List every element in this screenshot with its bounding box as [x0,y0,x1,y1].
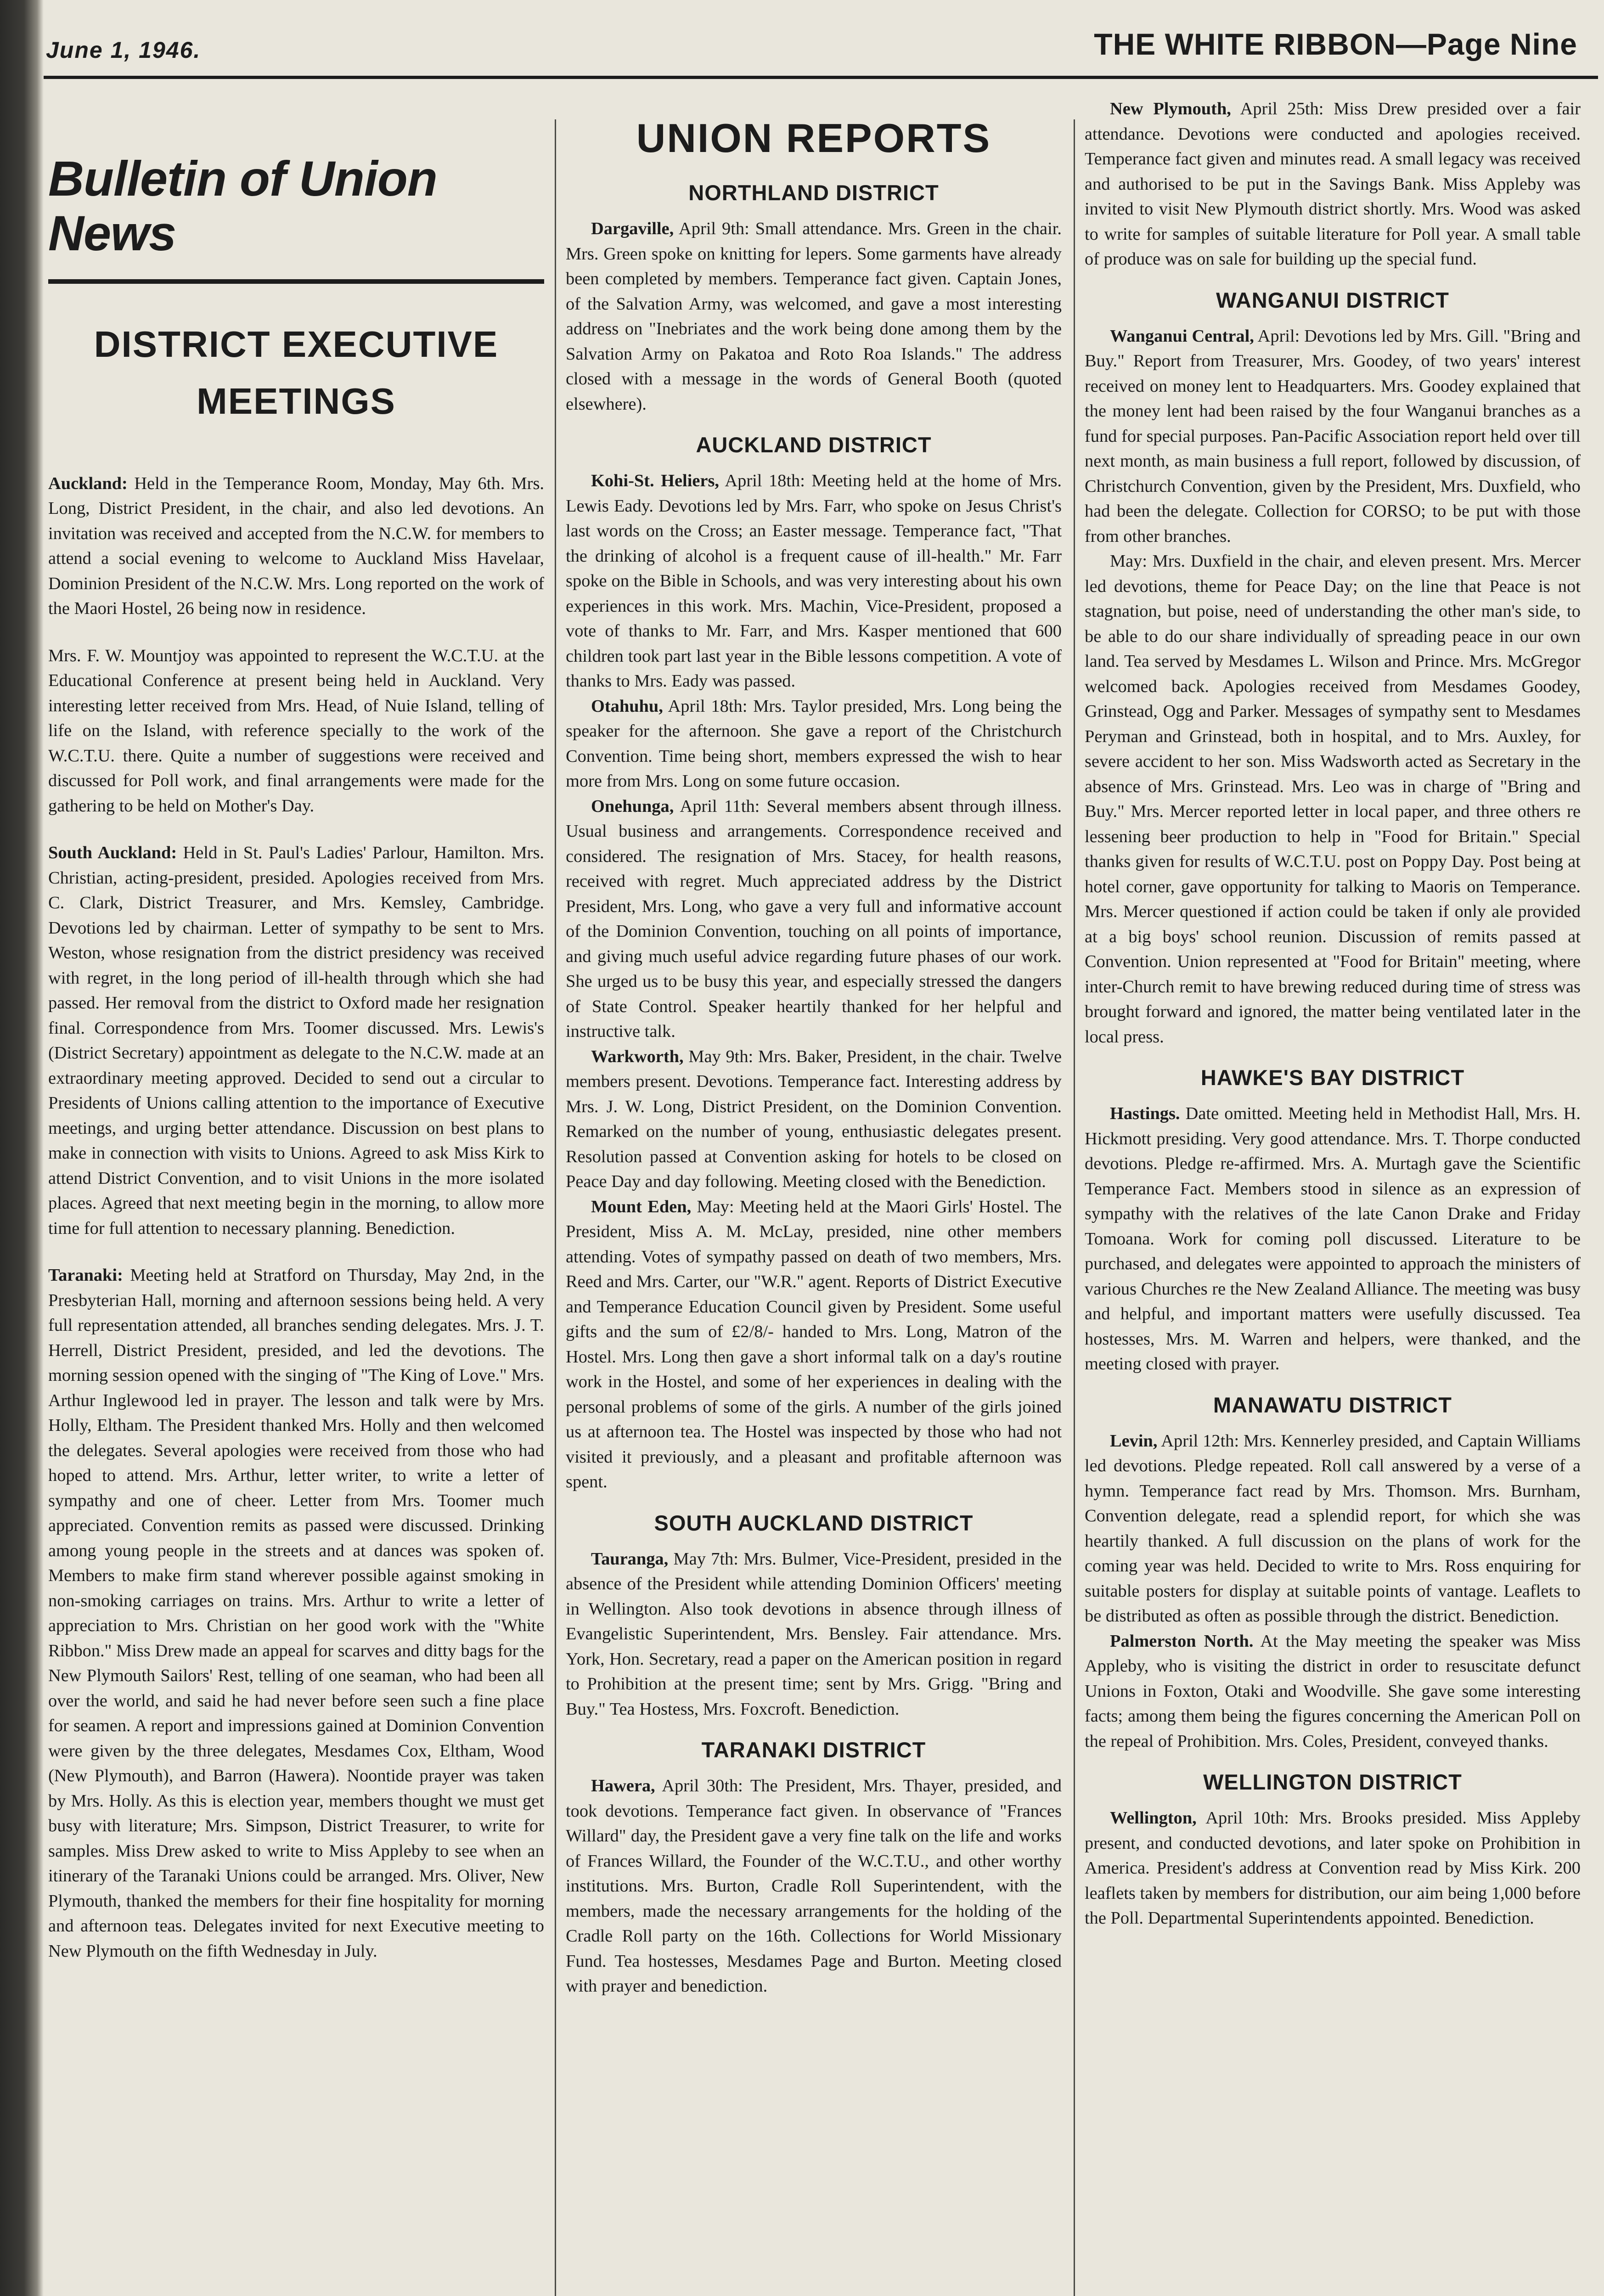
report-paragraph [48,840,544,1241]
district-heading-south-auckland: SOUTH AUCKLAND DISTRICT [654,1510,974,1535]
report-text: April 18th: Meeting held at the home of Mrs. Lewis Eady. Devotions led by Mrs. Farr, who spoke on Jesus Christ's last words on the Cross; an Easter message. Temperance fact, "That the drinking of alcohol is a frequent cause of ill-health." Mr. Farr spoke on the Bible in Schools, and was very interesting about his own experiences in this work. Mrs. Machin, Vice-President, proposed a vote of thanks to Mr. Farr, and Mrs. Kasper mentioned that 600 children took part last year in the Bible lessons competition. A vote of thanks to Mrs. Eady was passed. [566,471,1062,691]
report-paragraph [566,1547,1062,1722]
report-text: April 18th: Mrs. Taylor presided, Mrs. Long being the speaker for the afternoon. She gave a report of the Christchurch Convention. Time being short, members expressed the wish to hear more from Mrs. Long on some future occasion. [566,696,1062,791]
report-location: South Auckland: [48,843,177,863]
district-heading-auckland: AUCKLAND DISTRICT [696,433,932,457]
report-text: April 30th: The President, Mrs. Thayer, presided, and took devotions. Temperance fact given. In observance of "Frances Willard" day, the President gave a very fine talk on the life and works of Frances Willard, the Founder of the W.C.T.U., and other worthy institutions. Mrs. Burton, Cradle Roll Superintendent, with the members, made the necessary arrangements for the holding of the Cradle Roll party on the 16th. Collections for World Missionary Fund. Tea hostesses, Mesdames Page and Burton. Meeting closed with prayer and benediction. [566,1776,1062,1996]
report-location: Wanganui Central, [1110,326,1254,346]
column-bulletin [48,96,544,2296]
bulletin-title: Bulletin of Union News [48,151,437,261]
report-text: May 9th: Mrs. Baker, President, in the chair. Twelve members present. Devotions. Temperance fact. Interesting address by Mrs. J. W. Long, District President, on the Dominion Convention. Remarked on the number of young, enthusiastic delegates present. Resolution passed at Convention asking for hotels to be closed on Peace Day and day following. Meeting closed with the Benediction. [566,1047,1062,1191]
report-text: April 11th: Several members absent through illness. Usual business and arrangements. Correspondence received and considered. The resignation of Mrs. Stacey, for health reasons, received with regret. Much appreciated address by the District President, Mrs. Long, who gave a very full and informative account of the Dominion Convention, touching on all points of importance, and giving much useful advice regarding future phases of our work. She urged us to be busy this year, and especially stressed the dangers of State Control. Speaker heartily thanked for her helpful and instructive talk. [566,796,1062,1041]
issue-date: June 1, 1946. [46,37,201,63]
report-paragraph [1085,1806,1581,1931]
report-text: April 25th: Miss Drew presided over a fair attendance. Devotions were conducted and apologies received. Temperance fact given and minutes read. A small legacy was received and authorised to be put in the Savings Bank. Miss Appleby was invited to visit New Plymouth district shortly. Mrs. Wood was asked to write for samples of suitable literature for Poll year. A small table of produce was on sale for building up the special fund. [1085,99,1581,269]
report-text: April 10th: Mrs. Brooks presided. Miss Appleby present, and conducted devotions, and later spoke on Prohibition in America. President's address at Convention read by Miss Kirk. 200 leaflets taken by members for distribution, our aim being 1,000 before the Poll. Departmental Superintendents appointed. Benediction. [1085,1808,1581,1928]
report-paragraph [566,694,1062,794]
report-paragraph [566,794,1062,1044]
report-location: Levin, [1110,1431,1158,1451]
report-paragraph [48,1263,544,1964]
report-text: Held in the Temperance Room, Monday, May 6th. Mrs. Long, District President, in the chair, and also led devotions. An invitation was received and accepted from the N.C.W. for members to attend a social evening to welcome to Auckland Miss Havelaar, Dominion President of the N.C.W. Mrs. Long reported on the work of the Maori Hostel, 26 being now in residence. [48,473,544,619]
report-paragraph [566,1773,1062,1999]
report-text: May: Mrs. Duxfield in the chair, and eleven present. Mrs. Mercer led devotions, theme for Peace Day; on the line that Peace is not stagnation, but poise, need of understanding the other man's side, to be able to do our share individually of spreading peace in our own land. Tea served by Mesdames L. Wilson and Prince. Mrs. McGregor welcomed back. Apologies received from Mesdames Goodey, Grinstead, Ogg and Parker. Messages of sympathy sent to Mesdames Peryman and Grinstead, both in hospital, and to Mrs. Auxley, for severe accident to her son. Miss Wadsworth acted as Secretary in the absence of Mrs. Grinstead. Mrs. Leo was in charge of "Bring and Buy." Mrs. Mercer reported letter in local paper, and three others re lessening beer production to help in "Food for Britain." Special thanks given for results of W.C.T.U. post on Poppy Day. Post being at hotel corner, gave opportunity for talking to Maoris on Temperance. Mrs. Mercer questioned if action could be taken if only ale provided at a big boys' school reunion. Discussion of remits passed at Convention. Union represented at "Food for Britain" meeting, where inter-Church remit to have brewing reduced during time of stress was brought forward and ignored, the matter being ventilated later in the local press. [1085,551,1581,1047]
report-paragraph [48,643,544,819]
report-text: April 12th: Mrs. Kennerley presided, and Captain Williams led devotions. Pledge repeated. Roll call answered by a verse of a hymn. Temperance fact read by Mrs. Thomson. Mrs. Burnham, Convention delegate, read a splendid report, for which she was heartily thanked. A full discussion on the plans of work for the coming year was held. Decided to write to Mrs. Ross enquiring for suitable posters for display at suitable points of vantage. Leaflets to be distributed as often as possible through the district. Benediction. [1085,1431,1581,1626]
page-binding-edge [0,0,44,2296]
report-location: Wellington, [1110,1808,1197,1828]
report-paragraph [1085,549,1581,1049]
report-location: Kohi-St. Heliers, [591,471,719,490]
header-rule [44,76,1598,79]
report-paragraph [1085,1101,1581,1377]
district-heading-wellington: WELLINGTON DISTRICT [1203,1770,1462,1794]
column-divider [555,119,556,2296]
report-paragraph [48,471,544,621]
report-location: New Plymouth, [1110,99,1231,118]
report-text: Date omitted. Meeting held in Methodist Hall, Mrs. H. Hickmott presiding. Very good attendance. Mrs. T. Thorpe conducted devotions. Pledge re-affirmed. Mrs. A. Murtagh gave the Scientific Temperance Fact. Members stood in silence as an expression of sympathy with the relatives of the late Canon Drake and Friday Tomoana. Work for coming poll discussed. Literature to be purchased, and delegates were appointed to approach the ministers of various Churches re the New Zealand Alliance. The meeting was busy and helpful, and important matters were usefully discussed. Tea hostesses, Mrs. M. Warren and helpers, were thanked, and the meeting closed with prayer. [1085,1104,1581,1373]
report-paragraph [1085,1629,1581,1754]
district-executive-heading: DISTRICT EXECUTIVE MEETINGS [94,323,499,422]
title-rule [48,279,544,284]
report-paragraph [566,1044,1062,1194]
district-heading-taranaki: TARANAKI DISTRICT [701,1738,926,1762]
report-text: At the May meeting the speaker was Miss Appleby, who is visiting the district in order to resuscitate defunct Unions in Foxton, Otaki and Woodville. She gave some interesting facts; among them being the figures concerning the American Poll on the repeal of Prohibition. Mrs. Coles, President, conveyed thanks. [1085,1631,1581,1751]
report-text: Meeting held at Stratford on Thursday, May 2nd, in the Presbyterian Hall, morning and afternoon sessions being held. A very full representation attended, all branches sending delegates. Mrs. J. T. Herrell, District President, presided, and led the devotions. The morning session opened with the singing of "The King of Love." Mrs. Arthur Inglewood led in prayer. The lesson and talk were by Mrs. Holly, Eltham. The President thanked Mrs. Holly and then welcomed the delegates. Several apologies were received from those who had hoped to attend. Mrs. Arthur, letter writer, to write a letter of sympathy and one of cheer. Letter from Mrs. Toomer much appreciated. Convention remits as passed were discussed. Drinking among young people in the streets and at dances was spoken of. Members to make firm stand wherever possible against smoking in non-smoking carriages on trains. Mrs. Arthur to write a letter of appreciation to Mrs. Christian on her good work with the "White Ribbon." Miss Drew made an appeal for scarves and ditty bags for the New Plymouth Sailors' Rest, telling of one seaman, who had been all over the world, and said he had never before seen such a fine place for seamen. A report and impressions gained at Dominion Convention were given by the three delegates, Mesdames Cox, Eltham, Wood (New Plymouth), and Barron (Hawera). Noontide prayer was taken by Mrs. Holly. As this is election year, members thought we must get busy with literature; Mrs. Simpson, District Treasurer, to write for samples. Miss Drew asked to write to Miss Appleby to see when an itinerary of the Taranaki Unions could be arranged. Mrs. Oliver, New Plymouth, thanked the members for their fine hospitality for morning and afternoon teas. Delegates invited for next Executive meeting to New Plymouth on the fifth Wednesday in July. [48,1266,544,1961]
report-text: Held in St. Paul's Ladies' Parlour, Hamilton. Mrs. Christian, acting-president, presided. Apologies received from Mrs. C. Clark, District Treasurer, and Mrs. Kemsley, Cambridge. Devotions led by chairman. Letter of sympathy to be sent to Mrs. Weston, whose resignation from the district presidency was received with regret, in the long period of ill-health through which she had passed. Her removal from the district to Oxford made her resignation final. Correspondence from Mrs. Toomer discussed. Mrs. Lewis's (District Secretary) appointment as delegate to the N.C.W. made at an extraordinary meeting approved. Decided to send out a circular to Presidents of Unions calling attention to the importance of Executive meetings, and urging better attendance. Discussion on best plans to make in connection with visits to Unions. Agreed to ask Miss Kirk to attend District Convention, and to visit Unions in the more isolated places. Agreed that next meeting begin in the morning, to allow more time for full attention to necessary planning. Benediction. [48,843,544,1238]
district-heading-wanganui: WANGANUI DISTRICT [1216,287,1449,312]
report-paragraph [566,1194,1062,1495]
district-heading-hawkes-bay: HAWKE'S BAY DISTRICT [1200,1065,1465,1090]
masthead: THE WHITE RIBBON—Page Nine [1094,27,1577,61]
report-location: Dargaville, [591,219,674,238]
report-location: Palmerston North. [1110,1631,1254,1651]
report-text: April: Devotions led by Mrs. Gill. "Bring and Buy." Report from Treasurer, Mrs. Goodey, of two years' interest received on money lent to Headquarters. Mrs. Goodey explained that the money lent had been raised by the four Wanganui branches as a fund for special purposes. Pan-Pacific Association report held over till next month, as main business a full report, followed by discussion, of Christchurch Convention, given by the President, Mrs. Duxfield, who had been the delegate. Collection for CORSO; to be put with those from other branches. [1085,326,1581,546]
report-location: Warkworth, [591,1047,684,1066]
union-reports-title: UNION REPORTS [636,115,991,161]
column-union-reports [566,96,1062,2296]
report-location: Hawera, [591,1776,655,1795]
report-paragraph [1085,1429,1581,1629]
report-location: Onehunga, [591,796,674,816]
report-text: Mrs. F. W. Mountjoy was appointed to represent the W.C.T.U. at the Educational Conference at present being held in Auckland. Very interesting letter received from Mrs. Head, of Nuie Island, telling of life on the Island, with reference specially to the work of the W.C.T.U. there. Quite a number of suggestions were received and discussed for Poll work, and final arrangements were made for the gathering to be held on Mother's Day. [48,646,544,816]
column-union-reports-continued [1085,96,1581,2296]
report-paragraph [566,468,1062,694]
district-heading-manawatu: MANAWATU DISTRICT [1213,1392,1452,1417]
report-paragraph [566,216,1062,416]
column-divider [1074,119,1075,2296]
page-header [44,18,1577,83]
report-location: Tauranga, [591,1549,669,1569]
report-text: May: Meeting held at the Maori Girls' Hostel. The President, Miss A. M. McLay, presided, nine other members attending. Votes of sympathy passed on death of two members, Mrs. Reed and Mrs. Carter, our "W.R." agent. Reports of District Executive and Temperance Education Council given by President. Some useful gifts and the sum of £2/8/- handed to Mrs. Long, Matron of the Hostel. Mrs. Long then gave a short informal talk on a day's routine work in the Hostel, and some of her experiences in dealing with the personal problems of some of the girls. A number of the girls joined us at afternoon tea. The Hostel was inspected by those who had not visited it previously, and a pleasant and profitable afternoon was spent. [566,1197,1062,1491]
report-text: May 7th: Mrs. Bulmer, Vice-President, presided in the absence of the President while attending Dominion Officers' meeting in Wellington. Also took devotions in absence through illness of Evangelistic Superintendent, Mrs. Bensley. Fair attendance. Mrs. York, Hon. Secretary, read a paper on the American position in regard to Prohibition at the present time; sent by Mrs. Grigg. "Bring and Buy." Tea Hostess, Mrs. Foxcroft. Benediction. [566,1549,1062,1719]
report-paragraph [1085,96,1581,272]
district-heading-northland: NORTHLAND DISTRICT [688,180,939,205]
report-paragraph [1085,324,1581,549]
report-location: Otahuhu, [591,696,663,716]
report-location: Hastings. [1110,1104,1180,1123]
report-location: Mount Eden, [591,1197,692,1216]
report-text: April 9th: Small attendance. Mrs. Green in the chair. Mrs. Green spoke on knitting for lepers. Some garments have already been completed by members. Temperance fact given. Captain Jones, of the Salvation Army, was welcomed, and gave a most interesting address on "Inebriates and the work being done among them by the Salvation Army on Pakatoa and Roto Roa Islands." The address closed with a message in the words of General Booth (quoted elsewhere). [566,219,1062,414]
report-location: Taranaki: [48,1266,123,1285]
report-location: Auckland: [48,473,128,493]
